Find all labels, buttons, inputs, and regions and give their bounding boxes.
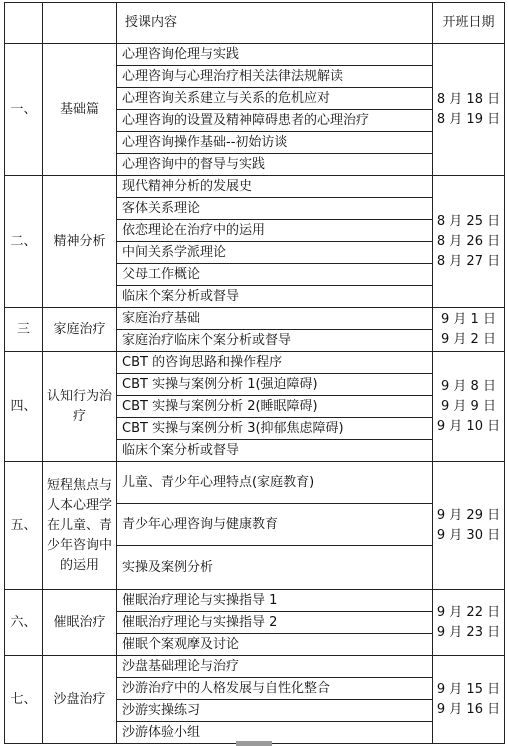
module-name: 催眠治疗	[43, 590, 117, 656]
start-date: 9 月 1 日	[441, 311, 496, 327]
section-number: 四、	[5, 352, 43, 462]
section-number: 六、	[5, 590, 43, 656]
start-dates	[433, 590, 505, 656]
course-item: 临床个案分析或督导	[117, 440, 433, 462]
header-empty-cell	[5, 3, 43, 44]
course-item: 青少年心理咨询与健康教育	[117, 504, 433, 546]
course-item: 催眠治疗理论与实操指导 1	[117, 590, 433, 612]
start-date: 8 月 27 日	[436, 253, 501, 269]
course-schedule-table	[4, 2, 505, 744]
start-date: 9 月 9 日	[441, 398, 496, 414]
table-row	[5, 44, 505, 66]
start-dates	[433, 656, 505, 744]
page-footer-mark	[236, 741, 272, 746]
course-item: 实操及案例分析	[117, 546, 433, 590]
module-name: 短程焦点与人本心理学在儿童、青少年咨询中的运用	[43, 462, 117, 590]
section-number: 一、	[5, 44, 43, 176]
section-number: 七、	[5, 656, 43, 744]
course-item: CBT 的咨询思路和操作程序	[117, 352, 433, 374]
course-item: CBT 实操与案例分析 1(强迫障碍)	[117, 374, 433, 396]
start-date: 9 月 29 日	[436, 507, 501, 523]
section-number: 五、	[5, 462, 43, 590]
start-date: 9 月 8 日	[441, 378, 496, 394]
course-item: 家庭治疗临床个案分析或督导	[117, 330, 433, 352]
course-item: 心理咨询操作基础--初始访谈	[117, 132, 433, 154]
start-date: 8 月 25 日	[436, 213, 501, 229]
start-date: 9 月 16 日	[436, 701, 501, 717]
table-row	[5, 590, 505, 612]
section-number: 三	[5, 308, 43, 352]
table-row	[5, 352, 505, 374]
module-name: 精神分析	[43, 176, 117, 308]
course-item: 心理咨询的设置及精神障碍患者的心理治疗	[117, 110, 433, 132]
course-item: 心理咨询伦理与实践	[117, 44, 433, 66]
header-date: 开班日期	[433, 3, 505, 44]
table-row	[5, 176, 505, 198]
section-number: 二、	[5, 176, 43, 308]
start-dates	[433, 308, 505, 352]
course-item: 中间关系学派理论	[117, 242, 433, 264]
course-item: 沙盘基础理论与治疗	[117, 656, 433, 678]
course-item: 心理咨询与心理治疗相关法律法规解读	[117, 66, 433, 88]
start-date: 8 月 18 日	[436, 91, 501, 107]
table-row	[5, 656, 505, 678]
start-dates	[433, 44, 505, 176]
module-name: 家庭治疗	[43, 308, 117, 352]
course-item: 儿童、青少年心理特点(家庭教育)	[117, 462, 433, 504]
start-dates	[433, 462, 505, 590]
start-date: 9 月 22 日	[436, 604, 501, 620]
start-dates	[433, 176, 505, 308]
start-date: 9 月 15 日	[436, 681, 501, 697]
course-item: 沙游体验小组	[117, 722, 433, 744]
header-empty-cell	[43, 3, 117, 44]
course-item: 临床个案分析或督导	[117, 286, 433, 308]
course-item: 父母工作概论	[117, 264, 433, 286]
module-name: 沙盘治疗	[43, 656, 117, 744]
course-item: 依恋理论在治疗中的运用	[117, 220, 433, 242]
start-date: 9 月 10 日	[436, 418, 501, 434]
header-row	[5, 3, 505, 44]
start-dates	[433, 352, 505, 462]
course-item: 催眠治疗理论与实操指导 2	[117, 612, 433, 634]
course-item: CBT 实操与案例分析 2(睡眠障碍)	[117, 396, 433, 418]
module-name: 基础篇	[43, 44, 117, 176]
table-row	[5, 308, 505, 330]
header-course: 授课内容	[117, 3, 433, 44]
table-row	[5, 462, 505, 504]
course-item: 沙游治疗中的人格发展与自性化整合	[117, 678, 433, 700]
course-item: 客体关系理论	[117, 198, 433, 220]
course-item: 家庭治疗基础	[117, 308, 433, 330]
start-date: 8 月 19 日	[436, 111, 501, 127]
course-item: CBT 实操与案例分析 3(抑郁焦虑障碍)	[117, 418, 433, 440]
course-item: 现代精神分析的发展史	[117, 176, 433, 198]
start-date: 9 月 2 日	[441, 331, 496, 347]
course-item: 心理咨询关系建立与关系的危机应对	[117, 88, 433, 110]
course-item: 心理咨询中的督导与实践	[117, 154, 433, 176]
course-item: 催眠个案观摩及讨论	[117, 634, 433, 656]
course-item: 沙游实操练习	[117, 700, 433, 722]
start-date: 9 月 30 日	[436, 527, 501, 543]
start-date: 9 月 23 日	[436, 624, 501, 640]
module-name: 认知行为治疗	[43, 352, 117, 462]
start-date: 8 月 26 日	[436, 233, 501, 249]
